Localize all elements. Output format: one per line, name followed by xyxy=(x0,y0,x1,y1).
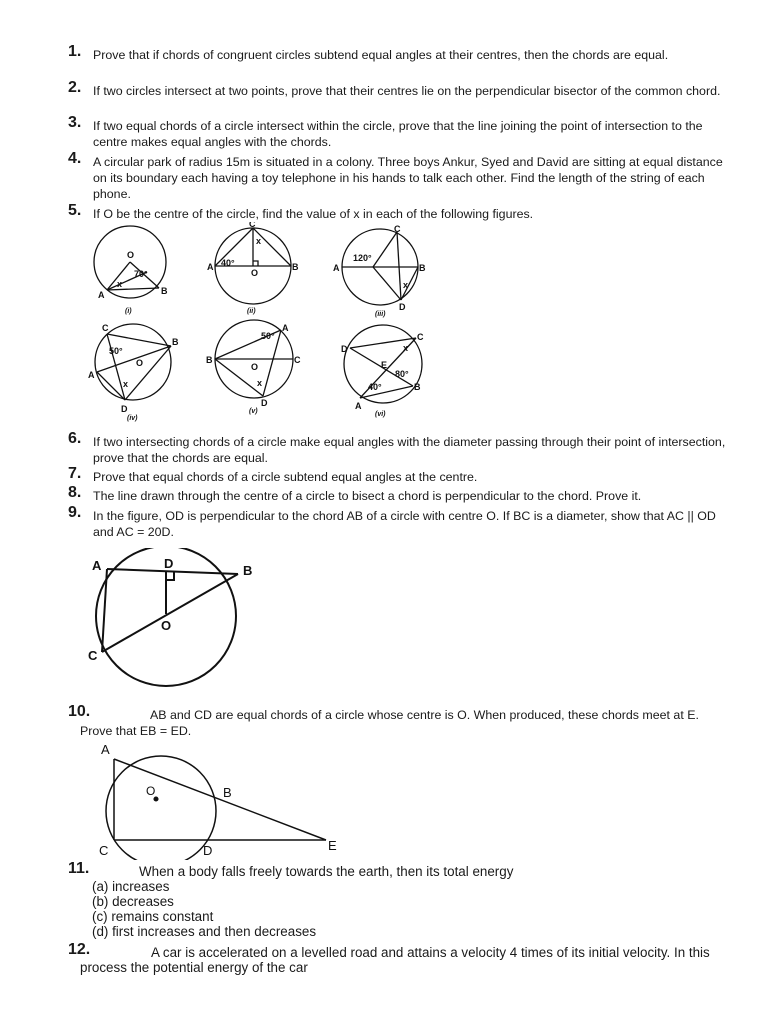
label-O: O xyxy=(136,358,144,368)
label-C: C xyxy=(102,323,109,333)
question-text: When a body falls freely towards the earth, then its total energy xyxy=(139,864,514,879)
label-C: C xyxy=(394,224,401,234)
question-text: The line drawn through the centre of a circle to bisect a chord is perpendicular to the chord. Prove it. xyxy=(93,489,642,503)
caption: (iv) xyxy=(127,415,138,422)
label-B: B xyxy=(292,262,299,272)
question-3 xyxy=(68,114,728,150)
question-4 xyxy=(68,150,728,202)
question-text: If O be the centre of the circle, find the value of x in each of the following figures. xyxy=(93,207,534,221)
question-9-figure xyxy=(88,548,268,688)
figure-iii xyxy=(333,224,426,318)
label-D: D xyxy=(203,843,213,858)
label-C: C xyxy=(417,332,424,342)
question-9 xyxy=(68,504,728,540)
label-B: B xyxy=(414,382,421,392)
question-5-figures xyxy=(85,222,445,422)
figure-ii xyxy=(207,222,299,315)
label-A: A xyxy=(355,401,362,411)
angle-label: 50° xyxy=(109,346,123,356)
label-B: B xyxy=(172,337,179,347)
question-number: 11. xyxy=(68,860,90,877)
question-text: If two intersecting chords of a circle make equal angles with the diameter passing through their point of intersection, prove that the chords are equal. xyxy=(93,435,726,465)
label-x: x xyxy=(123,379,129,389)
angle-label: 70° xyxy=(134,269,148,279)
label-D: D xyxy=(261,398,268,408)
label-D: D xyxy=(399,302,406,312)
question-text: Prove that if chords of congruent circles subtend equal angles at their centres, then the chords are equal. xyxy=(93,48,669,62)
caption: (i) xyxy=(125,308,132,315)
question-text: A circular park of radius 15m is situated in a colony. Three boys Ankur, Syed and David are sitting at equal distance on its boundary each having a toy telephone in his hands to talk each other. Find the length of the string of each phone. xyxy=(93,155,723,201)
figure-i xyxy=(94,226,168,315)
label-B: B xyxy=(243,563,253,578)
label-C: C xyxy=(88,648,98,663)
label-A: A xyxy=(101,742,110,757)
label-x: x xyxy=(256,236,262,246)
question-8 xyxy=(68,484,728,504)
label-A: A xyxy=(333,263,340,273)
question-1 xyxy=(68,43,728,63)
label-B: B xyxy=(419,263,426,273)
label-A: A xyxy=(282,323,289,333)
question-text: AB and CD are equal chords of a circle whose centre is O. When produced, these chords meet at E. Prove that EB = ED. xyxy=(80,708,699,738)
question-text: Prove that equal chords of a circle subtend equal angles at the centre. xyxy=(93,470,478,484)
label-x: x xyxy=(117,279,123,289)
question-text: A car is accelerated on a levelled road and attains a velocity 4 times of its initial velocity. In this process the potential energy of the car xyxy=(80,945,710,975)
angle-label: 40° xyxy=(221,258,235,268)
label-O: O xyxy=(127,250,135,260)
question-number: 9. xyxy=(68,504,82,521)
label-B: B xyxy=(223,785,232,800)
question-10-figure xyxy=(90,740,360,860)
angle-label: 120° xyxy=(353,253,372,263)
angle-label: 50° xyxy=(261,331,275,341)
option-b: (b) decreases xyxy=(92,894,174,909)
question-number: 4. xyxy=(68,150,82,167)
question-text: If two circles intersect at two points, prove that their centres lie on the perpendicular bisector of the common chord. xyxy=(93,84,721,98)
option-c: (c) remains constant xyxy=(92,909,214,924)
label-C: C xyxy=(99,843,109,858)
label-A: A xyxy=(88,370,95,380)
option-a: (a) increases xyxy=(92,879,170,894)
question-number: 8. xyxy=(68,484,82,501)
label-O: O xyxy=(146,784,156,798)
label-A: A xyxy=(92,558,102,573)
question-number: 6. xyxy=(68,430,82,447)
question-text: If two equal chords of a circle intersect within the circle, prove that the line joining the point of intersection to the centre makes equal angles with the chords. xyxy=(93,119,703,149)
label-O: O xyxy=(251,268,259,278)
angle-label: 40° xyxy=(368,382,382,392)
question-2 xyxy=(68,79,728,99)
question-11 xyxy=(68,860,728,939)
option-d: (d) first increases and then decreases xyxy=(92,924,317,939)
question-number: 1. xyxy=(68,43,82,60)
label-A: A xyxy=(98,290,105,300)
question-5 xyxy=(68,202,728,222)
figure-vi xyxy=(341,325,424,418)
question-number: 5. xyxy=(68,202,82,219)
figure-iv xyxy=(88,323,179,422)
question-number: 10. xyxy=(68,703,91,720)
label-O: O xyxy=(251,362,259,372)
question-7 xyxy=(68,465,728,485)
label-C: C xyxy=(294,355,301,365)
label-B: B xyxy=(206,355,213,365)
label-D: D xyxy=(341,344,348,354)
label-D: D xyxy=(164,556,174,571)
question-10 xyxy=(68,703,728,739)
label-x: x xyxy=(403,343,409,353)
label-B: B xyxy=(161,286,168,296)
label-O: O xyxy=(161,618,172,633)
question-text: In the figure, OD is perpendicular to the chord AB of a circle with centre O. If BC is a diameter, show that AC || OD and AC = 20D. xyxy=(93,509,716,539)
figure-v xyxy=(206,320,301,415)
question-12 xyxy=(68,941,728,975)
label-x: x xyxy=(403,280,409,290)
caption: (v) xyxy=(249,408,258,415)
caption: (ii) xyxy=(247,308,256,315)
question-number: 7. xyxy=(68,465,82,482)
angle-label: 80° xyxy=(395,369,409,379)
label-x: x xyxy=(257,378,263,388)
label-E: E xyxy=(328,838,337,853)
label-C: C xyxy=(249,222,256,229)
question-number: 3. xyxy=(68,114,82,131)
label-A: A xyxy=(207,262,214,272)
caption: (vi) xyxy=(375,411,386,418)
question-number: 12. xyxy=(68,941,91,958)
question-number: 2. xyxy=(68,79,82,96)
label-D: D xyxy=(121,404,128,414)
label-E: E xyxy=(381,360,388,370)
caption: (iii) xyxy=(375,311,386,318)
question-6 xyxy=(68,430,728,466)
